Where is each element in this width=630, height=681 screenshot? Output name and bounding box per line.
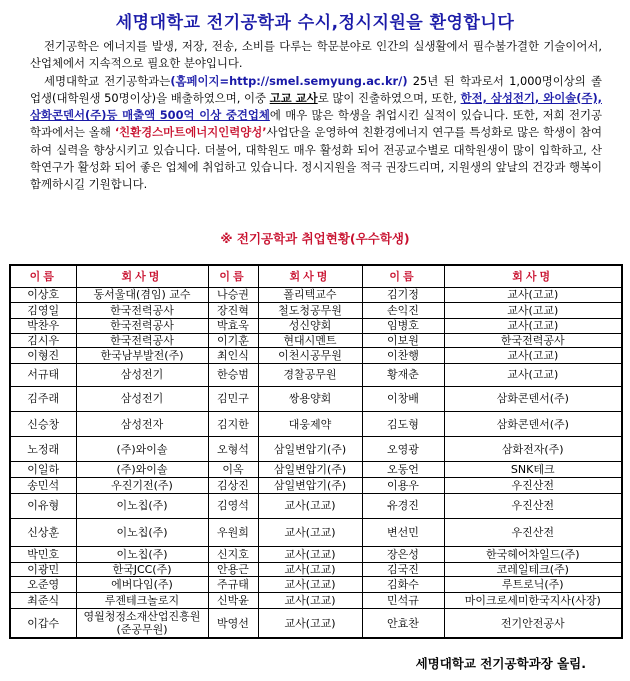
company-cell: 교사(고교) — [258, 577, 362, 593]
table-row — [10, 519, 622, 547]
student-name-cell: 김영일 — [10, 302, 76, 318]
table-row — [10, 318, 622, 333]
company-cell: 교사(고교) — [444, 318, 622, 333]
employment-table — [9, 264, 623, 639]
company-cell: 이노칩(주) — [76, 493, 208, 518]
student-name-cell: 이옥 — [208, 461, 258, 477]
table-row — [10, 477, 622, 493]
student-name-cell: 주규태 — [208, 577, 258, 593]
signature: 세명대학교 전기공학과장 올림. — [415, 656, 586, 671]
student-name-cell: 박찬우 — [10, 318, 76, 333]
company-cell: 한국JCC(주) — [76, 562, 208, 577]
company-cell: 한국헤어차일드(주) — [444, 546, 622, 562]
company-cell: 폴리텍교수 — [258, 288, 362, 303]
company-cell: 이노칩(주) — [76, 546, 208, 562]
student-name-cell: 송민석 — [10, 477, 76, 493]
student-name-cell: 김영석 — [208, 493, 258, 518]
header-name-3: 이름 — [362, 265, 444, 288]
header-company-3: 회사명 — [444, 265, 622, 288]
company-cell: 삼일변압기(주) — [258, 477, 362, 493]
student-name-cell: 변선민 — [362, 519, 444, 547]
company-cell: 영월청정소재산업진흥원(준공무원) — [76, 609, 208, 638]
student-name-cell: 황재춘 — [362, 364, 444, 386]
company-cell: 루트로닉(주) — [444, 577, 622, 593]
header-name-1: 이름 — [10, 265, 76, 288]
student-name-cell: 나승권 — [208, 288, 258, 303]
student-name-cell: 김상진 — [208, 477, 258, 493]
student-name-cell: 이찬행 — [362, 348, 444, 364]
student-name-cell: 이창배 — [362, 386, 444, 411]
company-cell: 교사(고교) — [258, 493, 362, 518]
table-row — [10, 593, 622, 609]
company-cell: 삼성전기 — [76, 386, 208, 411]
intro-text-c: 로 많이 진출하였으며, 또한, — [317, 90, 461, 105]
teacher-highlight: 고교 교사 — [269, 90, 318, 105]
student-name-cell: 김국진 — [362, 562, 444, 577]
student-name-cell: 신박윤 — [208, 593, 258, 609]
project-highlight: ‘친환경스마트에너지인력양성’ — [114, 125, 267, 140]
company-cell: 삼화전자(주) — [444, 437, 622, 461]
header-company-2: 회사명 — [258, 265, 362, 288]
intro-paragraph-1: 전기공학은 에너지를 발생, 저장, 전송, 소비를 다루는 학문분야로 인간의 실생활에서 필수불가결한 기술이어서, 산업체에서 지속적으로 필요한 분야입니다. — [30, 39, 602, 71]
student-name-cell: 김시우 — [10, 333, 76, 348]
student-name-cell: 안효찬 — [362, 609, 444, 638]
company-cell: 교사(고교) — [444, 302, 622, 318]
student-name-cell: 오형석 — [208, 437, 258, 461]
student-name-cell: 이보원 — [362, 333, 444, 348]
table-row — [10, 493, 622, 518]
student-name-cell: 박민호 — [10, 546, 76, 562]
intro-text-e: 사업단을 운영하여 친환경에너지 연구를 특성화로 많은 학생이 참여하여 실력을 향상시키고 있습니다. 더불어, 대학원도 매우 활성화 되어 전공교수별로 대학원생이 많이 입학하고, 산학연구가 활성화 되어 좋은 업체에 취업하고 있습니다. 정시지원을 적극 권장드리며, 지원생의 앞날의 건강과 행복이 함께하시길 기원합니다. — [30, 125, 602, 192]
student-name-cell: 이기훈 — [208, 333, 258, 348]
student-name-cell: 이갑수 — [10, 609, 76, 638]
intro-text-a: 세명대학교 전기공학과는 — [44, 73, 171, 88]
company-cell: 한국전력공사 — [444, 333, 622, 348]
student-name-cell: 임병호 — [362, 318, 444, 333]
company-cell: 이노칩(주) — [76, 519, 208, 547]
student-name-cell: 장진혁 — [208, 302, 258, 318]
student-name-cell: 이용우 — [362, 477, 444, 493]
student-name-cell: 박영선 — [208, 609, 258, 638]
student-name-cell: 김민구 — [208, 386, 258, 411]
company-cell: 교사(고교) — [258, 546, 362, 562]
table-row — [10, 302, 622, 318]
company-cell: 우진기전(주) — [76, 477, 208, 493]
student-name-cell: 장은성 — [362, 546, 444, 562]
student-name-cell: 신지호 — [208, 546, 258, 562]
student-name-cell: 이광민 — [10, 562, 76, 577]
company-cell: 코레일테크(주) — [444, 562, 622, 577]
student-name-cell: 김화수 — [362, 577, 444, 593]
company-cell: 삼성전자 — [76, 412, 208, 437]
student-name-cell: 박효욱 — [208, 318, 258, 333]
company-cell: 한국전력공사 — [76, 302, 208, 318]
company-cell: 우진산전 — [444, 477, 622, 493]
employment-subtitle: ※ 전기공학과 취업현황(우수학생) — [220, 231, 410, 246]
student-name-cell: 민석규 — [362, 593, 444, 609]
company-cell: 대웅제약 — [258, 412, 362, 437]
student-name-cell: 이상호 — [10, 288, 76, 303]
companies-highlight: 한전, 삼성전기, 와이솔(주), 삼화콘덴서(주)등 매출액 500억 이상 중견업체 — [30, 90, 602, 123]
company-cell: 우진산전 — [444, 519, 622, 547]
student-name-cell: 유경진 — [362, 493, 444, 518]
intro-text-d: 에 매우 많은 학생을 취업시킨 실적이 있습니다. 또한, 저희 전기공학과에서는 올해 — [30, 108, 603, 140]
student-name-cell: 신승창 — [10, 412, 76, 437]
student-name-cell: 안용근 — [208, 562, 258, 577]
company-cell: 한국남부발전(주) — [76, 348, 208, 364]
company-cell: (주)와이솔 — [76, 461, 208, 477]
table-header-row — [10, 265, 622, 288]
table-row — [10, 386, 622, 411]
student-name-cell: 서규태 — [10, 364, 76, 386]
student-name-cell: 최준식 — [10, 593, 76, 609]
homepage-link[interactable]: (홈페이지=http://smel.semyung.ac.kr/) — [170, 73, 408, 88]
student-name-cell: 김기정 — [362, 288, 444, 303]
company-cell: 교사(고교) — [444, 288, 622, 303]
table-row — [10, 437, 622, 461]
table-row — [10, 364, 622, 386]
company-cell: 우진산전 — [444, 493, 622, 518]
company-cell: 교사(고교) — [258, 519, 362, 547]
student-name-cell: 최인식 — [208, 348, 258, 364]
intro-paragraph-2 — [30, 73, 602, 194]
table-row — [10, 412, 622, 437]
student-name-cell: 우원희 — [208, 519, 258, 547]
page-title: 세명대학교 전기공학과 수시,정시지원을 환영합니다 — [115, 13, 515, 33]
company-cell: 삼성전기 — [76, 364, 208, 386]
company-cell: 전기안전공사 — [444, 609, 622, 638]
company-cell: 교사(고교) — [258, 593, 362, 609]
company-cell: 마이크로세미한국지사(사장) — [444, 593, 622, 609]
student-name-cell: 이일하 — [10, 461, 76, 477]
company-cell: 삼화콘덴서(주) — [444, 412, 622, 437]
company-cell: 교사(고교) — [444, 364, 622, 386]
company-cell: 교사(고교) — [258, 609, 362, 638]
student-name-cell: 한승범 — [208, 364, 258, 386]
company-cell: 삼화콘덴서(주) — [444, 386, 622, 411]
table-row — [10, 577, 622, 593]
company-cell: 한국전력공사 — [76, 318, 208, 333]
company-cell: 에버다임(주) — [76, 577, 208, 593]
company-cell: SNK테크 — [444, 461, 622, 477]
company-cell: 이천시공무원 — [258, 348, 362, 364]
company-cell: 한국전력공사 — [76, 333, 208, 348]
student-name-cell: 이형진 — [10, 348, 76, 364]
company-cell: 교사(고교) — [258, 562, 362, 577]
student-name-cell: 이유형 — [10, 493, 76, 518]
company-cell: 루젠테크놀로지 — [76, 593, 208, 609]
header-company-1: 회사명 — [76, 265, 208, 288]
table-row — [10, 562, 622, 577]
company-cell: 쌍용양회 — [258, 386, 362, 411]
table-row — [10, 546, 622, 562]
student-name-cell: 오동언 — [362, 461, 444, 477]
student-name-cell: 김주래 — [10, 386, 76, 411]
intro-text-b: 25년 된 학과로서 1,000명이상의 졸업생(대학원생 50명이상)을 배출하였으며, 이중 — [30, 73, 602, 105]
company-cell: 동서울대(겸임) 교수 — [76, 288, 208, 303]
student-name-cell: 김도형 — [362, 412, 444, 437]
company-cell: 경찰공무원 — [258, 364, 362, 386]
student-name-cell: 손익진 — [362, 302, 444, 318]
company-cell: 현대시멘트 — [258, 333, 362, 348]
table-row — [10, 461, 622, 477]
company-cell: 성신양회 — [258, 318, 362, 333]
student-name-cell: 김지한 — [208, 412, 258, 437]
table-row — [10, 609, 622, 638]
header-name-2: 이름 — [208, 265, 258, 288]
company-cell: 철도청공무원 — [258, 302, 362, 318]
company-cell: 삼일변압기(주) — [258, 461, 362, 477]
student-name-cell: 오영광 — [362, 437, 444, 461]
student-name-cell: 신상훈 — [10, 519, 76, 547]
company-cell: (주)와이솔 — [76, 437, 208, 461]
company-cell: 삼일변압기(주) — [258, 437, 362, 461]
intro-text — [30, 38, 602, 194]
student-name-cell: 오준영 — [10, 577, 76, 593]
table-row — [10, 288, 622, 303]
company-cell: 교사(고교) — [444, 348, 622, 364]
student-name-cell: 노정래 — [10, 437, 76, 461]
table-row — [10, 333, 622, 348]
table-row — [10, 348, 622, 364]
